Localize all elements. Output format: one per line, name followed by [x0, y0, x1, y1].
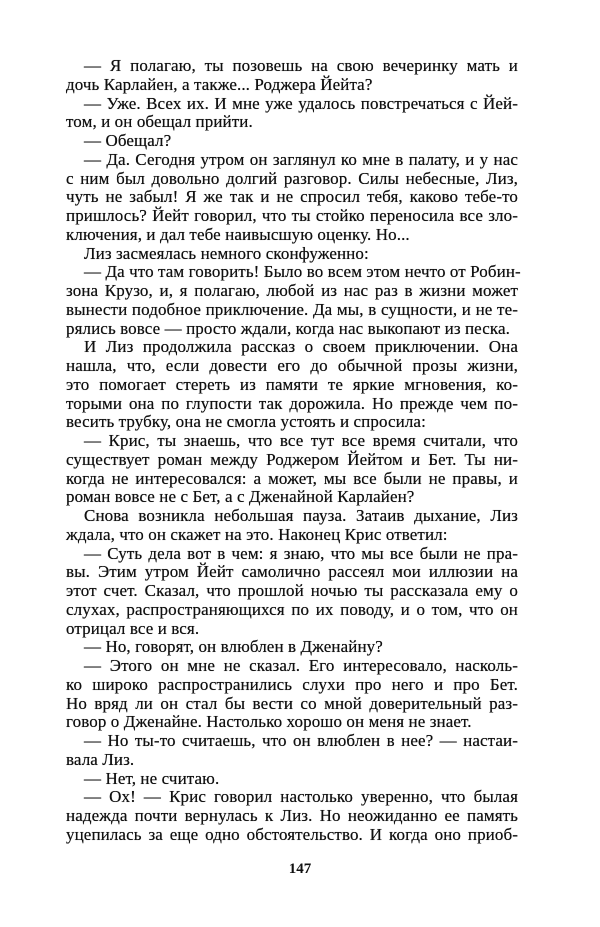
text-line: Снова возникла небольшая пауза. Затаив дыхание, Лиз [84, 506, 518, 525]
text-line: рялись вовсе — просто ждали, когда нас выкопают из песка. [66, 318, 510, 338]
text-line: ко широко распространились слухи про него и про Бет. [66, 674, 518, 694]
text-line: — Нет, не считаю. [84, 768, 220, 788]
text-line: зона Крузо, и, я полагаю, любой из нас раз в жизни может [66, 281, 518, 300]
text-line: И Лиз продолжила рассказ о своем приключении. Она [84, 337, 518, 357]
text-line: пришлось? Йейт говорил, что ты стойко переносила все зло- [66, 206, 518, 225]
text-line: ждала, что он скажет на это. Наконец Крис ответил: [66, 524, 448, 544]
page-body-text [66, 56, 521, 845]
text-line: существует роман между Роджером Йейтом и Бет. Ты ни- [66, 449, 518, 469]
text-line: Лиз засмеялась немного сконфуженно: [84, 243, 369, 263]
text-line: чуть не забыл! Я же так и не спросил тебя, каково тебе-то [66, 187, 518, 207]
text-line: дочь Карлайен, а также... Роджера Йейта? [66, 74, 373, 94]
text-line: вынести подобное приключение. Да мы, в сущности, и не те- [66, 299, 518, 319]
page-number: 147 [288, 861, 312, 877]
text-line: — Я полагаю, ты позовешь на свою вечеринку мать и [84, 56, 518, 75]
text-line: отрицал все и вся. [66, 618, 200, 638]
text-line: этот счет. Сказал, что прошлой ночью ты рассказала ему о [66, 581, 518, 600]
text-line: с ним был довольно долгий разговор. Силы небесные, Лиз, [66, 168, 518, 188]
text-line: слухах, распространяющихся по их поводу, и о том, что он [66, 599, 518, 619]
text-line: — Этого он мне не сказал. Его интересовало, насколь- [84, 656, 518, 675]
text-line: вы. Этим утром Йейт самолично рассеял мои иллюзии на [66, 562, 518, 582]
text-line: когда не интересовался: а может, мы все были не правы, и [66, 468, 518, 488]
text-line: вала Лиз. [66, 749, 135, 769]
text-line: это помогает стереть из памяти те яркие мгновения, ко- [66, 374, 518, 394]
text-line: — Обещал? [84, 131, 172, 150]
text-line: Но вряд ли он стал бы вести со мной доверительный раз- [66, 693, 518, 713]
text-line: роман вовсе не с Бет, а с Дженайной Карлайен? [66, 487, 415, 507]
text-line: — Суть дела вот в чем: я знаю, что мы все были не пра- [84, 543, 518, 563]
text-line: — Но ты-то считаешь, что он влюблен в нее? — настаи- [84, 731, 518, 750]
text-line: весить трубку, она не смогла устоять и спросила: [66, 412, 426, 432]
text-line: ключения, и дал тебе наивысшую оценку. Но... [66, 224, 410, 244]
text-line: — Да что там говорить! Было во всем этом нечто от Робин- [84, 262, 521, 282]
text-line: говор о Дженайне. Настолько хорошо он меня не знает. [66, 712, 472, 732]
text-line: том, и он обещал прийти. [66, 112, 253, 132]
text-line: нашла, что, если довести его до обычной прозы жизни, [66, 356, 518, 375]
text-line: — Крис, ты знаешь, что все тут все время считали, что [84, 431, 518, 450]
text-line: — Ох! — Крис говорил настолько уверенно, что былая [84, 787, 518, 807]
text-line: уцепилась за еще одно обстоятельство. И когда оно приоб- [66, 824, 518, 844]
text-line: — Но, говорят, он влюблен в Дженайну? [84, 637, 383, 657]
text-line: — Да. Сегодня утром он заглянул ко мне в палату, и у нас [84, 149, 518, 169]
text-line: торыми она по глупости так дорожила. Но прежде чем по- [66, 393, 518, 413]
text-line: — Уже. Всех их. И мне уже удалось повстречаться с Йей- [84, 93, 518, 113]
text-line: надежда почти вернулась к Лиз. Но неожиданно ее память [66, 806, 518, 825]
